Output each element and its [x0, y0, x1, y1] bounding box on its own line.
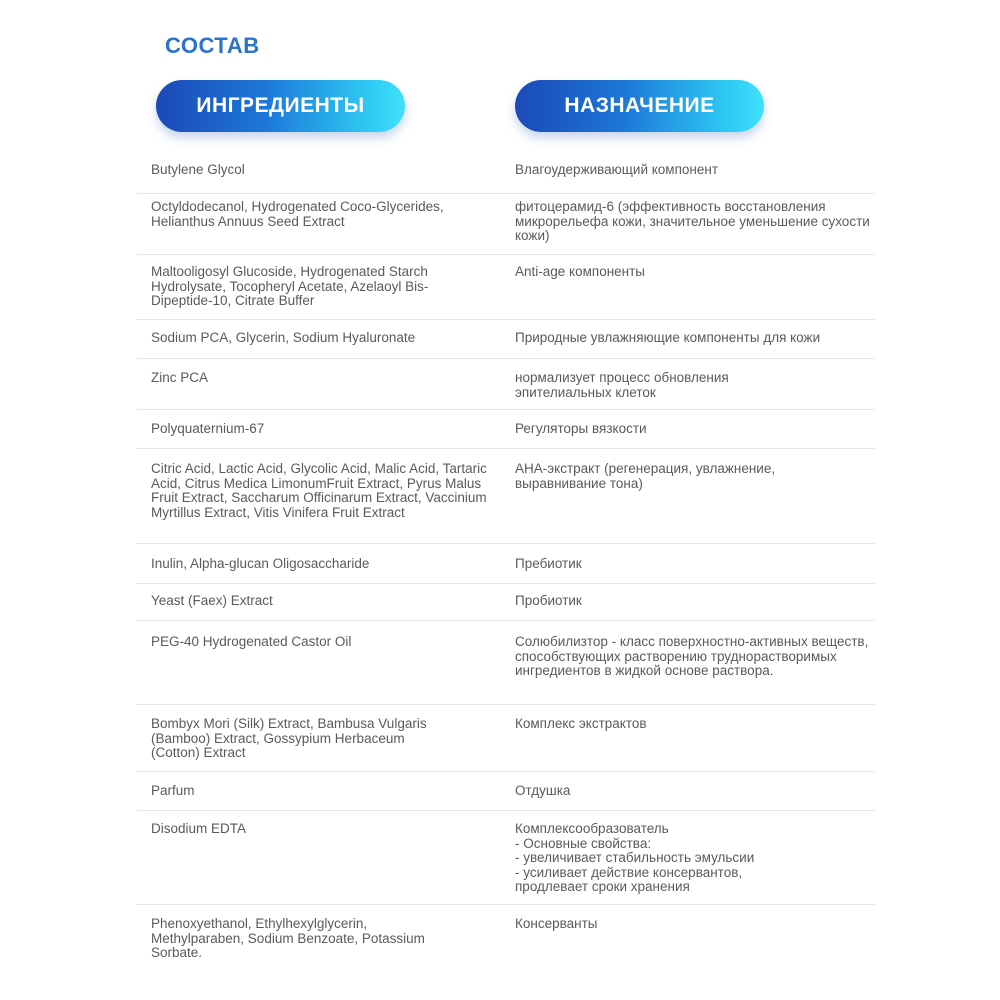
ingredient-cell: Yeast (Faex) Extract: [151, 593, 273, 608]
purpose-cell: Консерванты: [515, 916, 598, 931]
ingredient-cell: Phenoxyethanol, Ethylhexylglycerin, Methylparaben, Sodium Benzoate, Potassium Sorbate.: [151, 916, 425, 960]
purpose-cell: Комплексообразователь - Основные свойства: - увеличивает стабильность эмульсии - усиливает действие консервантов, продлевает сроки хранения: [515, 821, 755, 894]
ingredient-cell: Polyquaternium-67: [151, 421, 265, 436]
purpose-cell: Влагоудерживающий компонент: [515, 162, 719, 177]
purpose-cell: Anti-age компоненты: [515, 264, 646, 279]
ingredient-cell: Maltooligosyl Glucoside, Hydrogenated Starch Hydrolysate, Tocopheryl Acetate, Azelaoyl Bis-Dipeptide-10, Citrate Buffer: [151, 264, 429, 308]
ingredients-column-header: ИНГРЕДИЕНТЫ: [156, 80, 405, 132]
purpose-cell: нормализует процесс обновления эпителиальных клеток: [515, 370, 729, 400]
table-row: [137, 717, 875, 772]
table-row: [137, 557, 875, 584]
table-row: [137, 594, 875, 621]
purpose-cell: Солюбилизтор - класс поверхностно-активных веществ, способствующих растворению труднорастворимых ингредиентов в жидкой основе раствора.: [515, 634, 869, 678]
ingredient-cell: Butylene Glycol: [151, 162, 245, 177]
table-row: [137, 331, 875, 359]
table-row: [137, 462, 875, 544]
table-row: [137, 422, 875, 449]
table-row: [137, 200, 875, 255]
purpose-cell: Комплекс экстрактов: [515, 716, 647, 731]
ingredient-cell: PEG-40 Hydrogenated Castor Oil: [151, 634, 352, 649]
purpose-cell: Регуляторы вязкости: [515, 421, 647, 436]
ingredient-cell: Zinc PCA: [151, 370, 209, 385]
table-row: [137, 265, 875, 320]
table-row: [137, 784, 875, 811]
purpose-cell: Природные увлажняющие компоненты для кожи: [515, 330, 821, 345]
ingredient-cell: Bombyx Mori (Silk) Extract, Bambusa Vulgaris (Bamboo) Extract, Gossypium Herbaceum (Cotton) Extract: [151, 716, 427, 760]
purpose-cell: Пребиотик: [515, 556, 582, 571]
ingredient-cell: Sodium PCA, Glycerin, Sodium Hyaluronate: [151, 330, 416, 345]
table-row: [137, 822, 875, 905]
table-row: [137, 917, 875, 967]
page-title: СОСТАВ: [165, 33, 260, 58]
ingredient-cell: Parfum: [151, 783, 195, 798]
purpose-cell: AHA-экстракт (регенерация, увлажнение, выравнивание тона): [515, 461, 776, 491]
ingredient-cell: Citric Acid, Lactic Acid, Glycolic Acid, Malic Acid, Tartaric Acid, Citrus Medica LimonumFruit Extract, Pyrus Malus Fruit Extract, Saccharum Officinarum Extract, Vaccinium Myrtillus Extract, Vitis Vinifera Fruit Extract: [151, 461, 487, 520]
table-row: [137, 163, 875, 194]
ingredient-cell: Inulin, Alpha-glucan Oligosaccharide: [151, 556, 370, 571]
ingredient-cell: Disodium EDTA: [151, 821, 247, 836]
purpose-cell: фитоцерамид-6 (эффективность восстановления микрорельефа кожи, значительное уменьшение сухости кожи): [515, 199, 870, 243]
table-row: [137, 371, 875, 410]
ingredient-cell: Octyldodecanol, Hydrogenated Coco-Glycerides, Helianthus Annuus Seed Extract: [151, 199, 444, 229]
purpose-cell: Пробиотик: [515, 593, 582, 608]
purpose-cell: Отдушка: [515, 783, 571, 798]
purpose-column-header: НАЗНАЧЕНИЕ: [515, 80, 764, 132]
table-row: [137, 635, 875, 705]
